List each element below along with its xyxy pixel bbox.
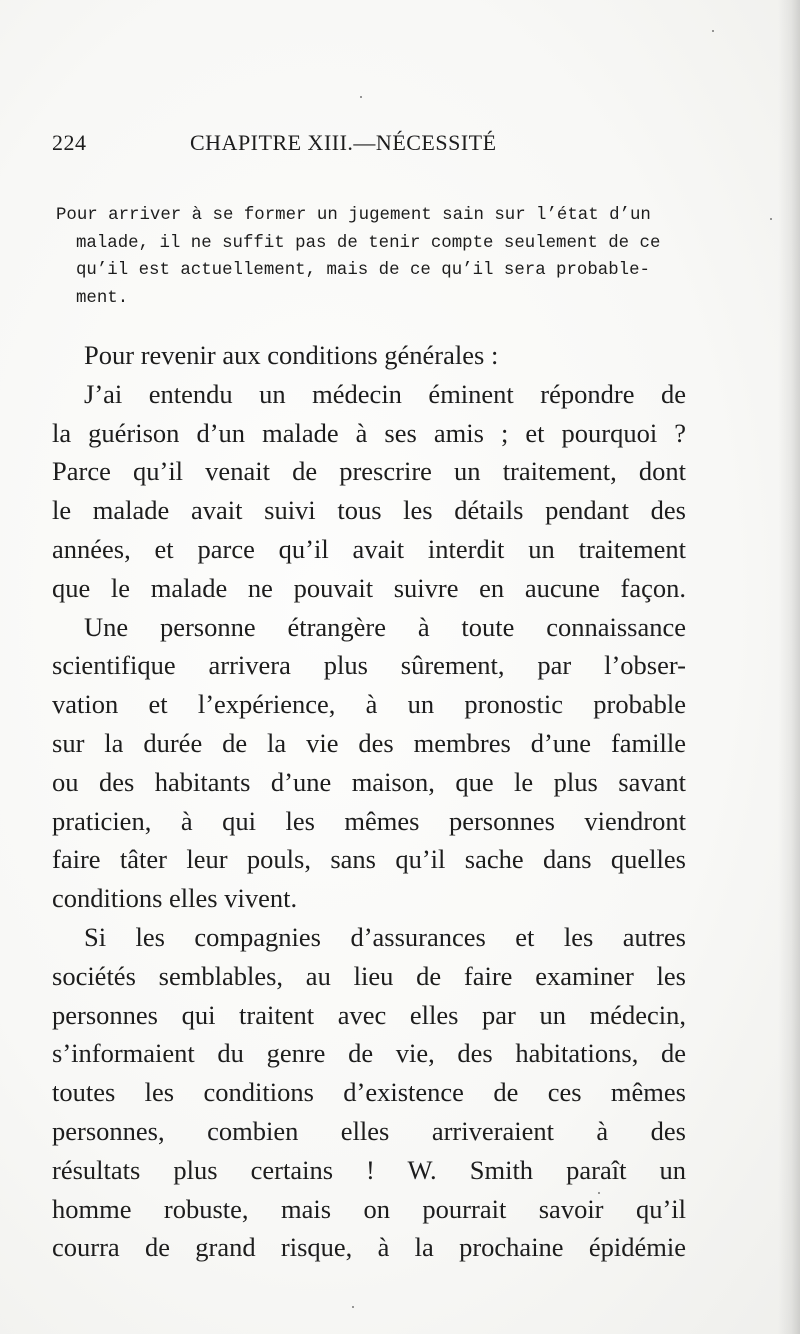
- paragraph-line: personnes qui traitent avec elles par un médecin,: [52, 999, 686, 1030]
- paragraph-line: Si les compagnies d’assurances et les autres: [84, 921, 686, 952]
- paragraph-line: Parce qu’il venait de prescrire un traitement, dont: [52, 456, 686, 487]
- paragraph-line: courra de grand risque, à la prochaine épidémie: [52, 1232, 686, 1263]
- paragraph-line: sociétés semblables, au lieu de faire examiner les: [52, 960, 686, 991]
- paragraph-line: s’informaient du genre de vie, des habitations, de: [52, 1038, 686, 1069]
- note-line: qu’il est actuellement, mais de ce qu’il sera probable-: [76, 261, 650, 280]
- paragraph-line: praticien, à qui les mêmes personnes viendront: [52, 805, 686, 836]
- paragraph-line: Pour revenir aux conditions générales :: [84, 340, 499, 370]
- note-line: malade, il ne suffit pas de tenir compte seulement de ce: [76, 233, 661, 253]
- page-edge-shadow: [778, 0, 800, 1334]
- note-line: Pour arriver à se former un jugement sain sur l’état d’un: [56, 206, 651, 225]
- paragraph-line: sur la durée de la vie des membres d’une famille: [52, 727, 686, 758]
- paragraph-line: que le malade ne pouvait suivre en aucune façon.: [52, 572, 686, 603]
- paper-speck: [770, 218, 772, 220]
- body-text: [52, 336, 686, 1267]
- paper-speck: [352, 1306, 354, 1308]
- paragraph-line: la guérison d’un malade à ses amis ; et pourquoi ?: [52, 417, 686, 448]
- running-title: CHAPITRE XIII.—NÉCESSITÉ: [190, 130, 497, 155]
- paragraph-line: vation et l’expérience, à un pronostic probable: [52, 689, 686, 720]
- paper-speck: [712, 30, 714, 32]
- paragraph-line: scientifique arrivera plus sûrement, par l’obser-: [52, 650, 686, 681]
- paragraph-line: homme robuste, mais on pourrait savoir qu’il: [52, 1193, 686, 1224]
- paragraph-line: J’ai entendu un médecin éminent répondre de: [84, 378, 686, 409]
- paragraph-line: conditions elles vivent.: [52, 883, 298, 914]
- page-number: 224: [52, 130, 87, 155]
- paragraph-line: toutes les conditions d’existence de ces mêmes: [52, 1077, 686, 1108]
- paragraph-line: ou des habitants d’une maison, que le plus savant: [52, 766, 686, 797]
- side-note: [56, 202, 692, 312]
- paragraph-line: personnes, combien elles arriveraient à des: [52, 1115, 686, 1146]
- paper-speck: [598, 1192, 600, 1194]
- paragraph-line: Une personne étrangère à toute connaissance: [84, 611, 686, 642]
- paragraph-line: faire tâter leur pouls, sans qu’il sache dans quelles: [52, 844, 686, 875]
- paragraph-line: résultats plus certains ! W. Smith paraît un: [52, 1154, 686, 1185]
- paper-speck: [360, 96, 362, 98]
- paragraph-line: le malade avait suivi tous les détails pendant des: [52, 495, 686, 526]
- note-line: ment.: [76, 288, 129, 308]
- paragraph-line: années, et parce qu’il avait interdit un traitement: [52, 533, 686, 564]
- page-header: [52, 130, 692, 160]
